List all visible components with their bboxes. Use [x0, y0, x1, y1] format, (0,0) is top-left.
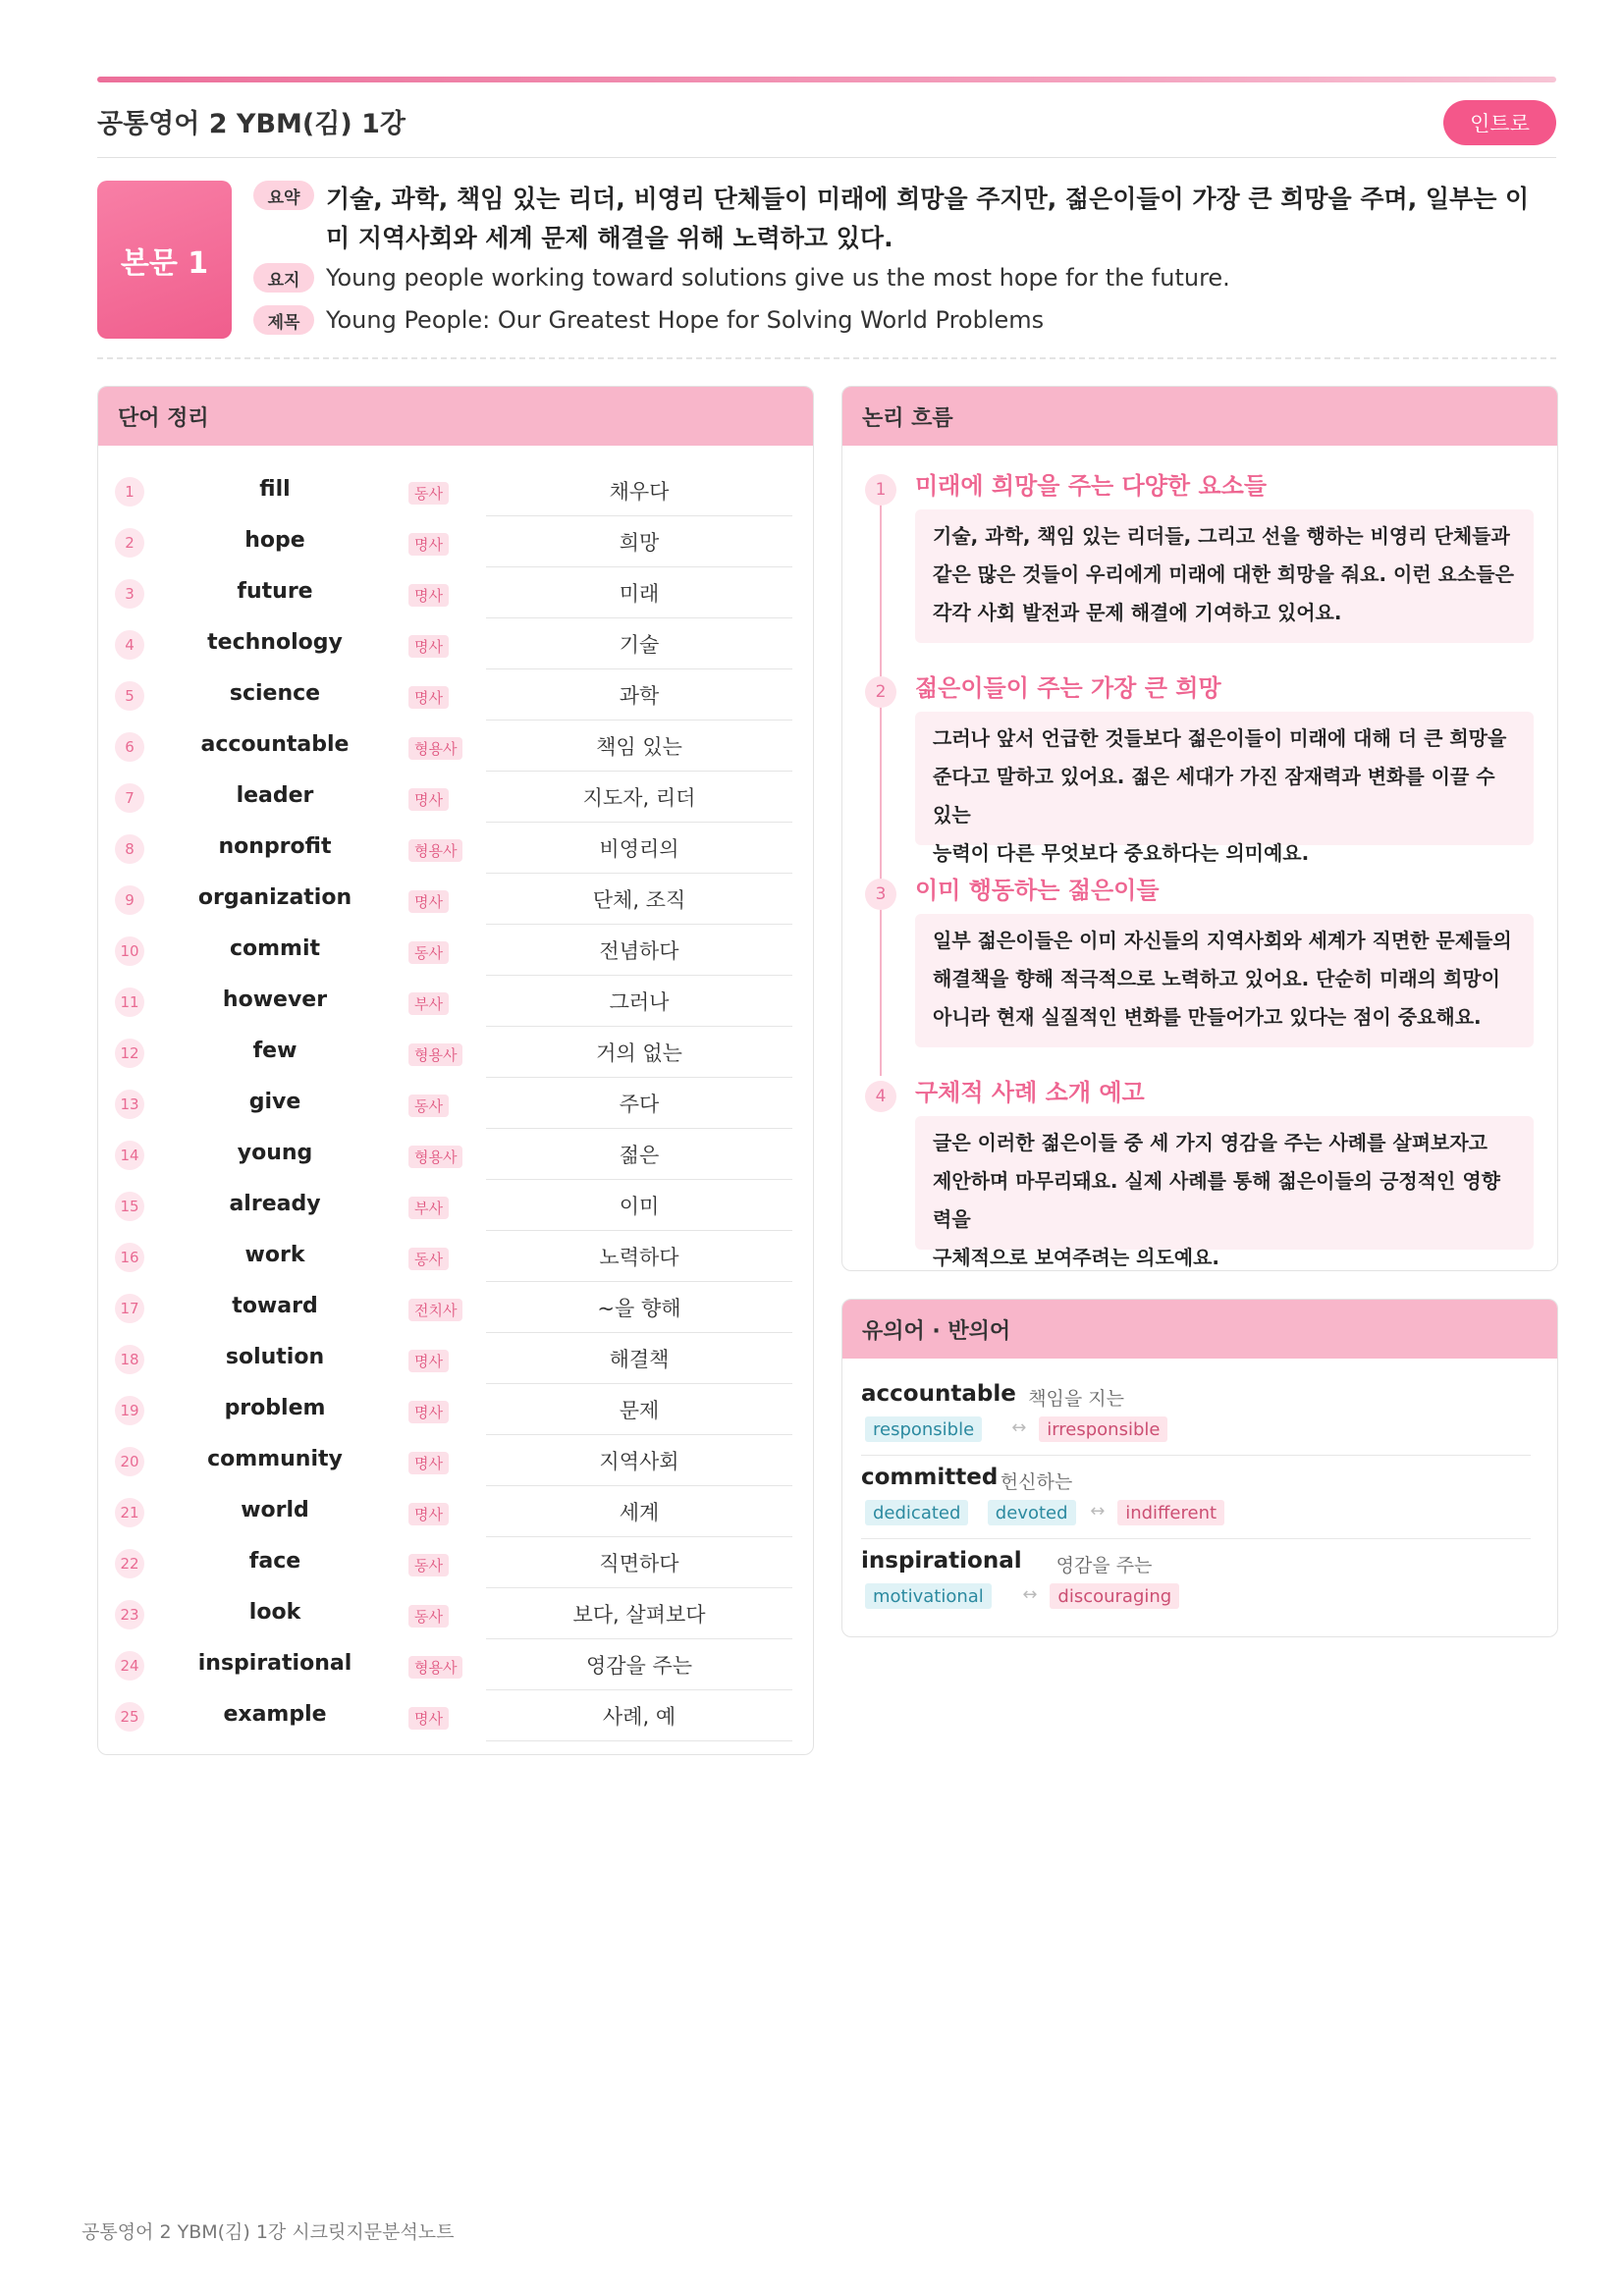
vocab-row [98, 1129, 811, 1180]
part-of-speech-badge: 명사 [408, 1503, 449, 1525]
flow-step-description [915, 712, 1534, 865]
section-divider [97, 357, 1556, 359]
vocab-row [98, 874, 811, 925]
vocab-meaning: 채우다 [486, 465, 792, 516]
part-of-speech-badge: 동사 [408, 1248, 449, 1270]
vocab-word: nonprofit [218, 834, 332, 859]
vocab-meaning: 영감을 주는 [486, 1639, 792, 1690]
vocab-row [98, 1180, 811, 1231]
part-of-speech-badge: 명사 [408, 1350, 449, 1372]
flow-step-line: 구체적으로 보여주려는 의도예요. [933, 1246, 1220, 1269]
summary-tag: 요약 [253, 181, 314, 210]
vocab-word: however [222, 988, 328, 1012]
synonym-headword-meaning: 책임을 지는 [1028, 1388, 1124, 1410]
vocab-number: 24 [115, 1651, 144, 1681]
synonym-headword: accountable [861, 1381, 1016, 1407]
part-of-speech-badge: 동사 [408, 1554, 449, 1576]
part-of-speech-badge: 명사 [408, 584, 449, 607]
vocab-meaning: 직면하다 [486, 1537, 792, 1588]
part-of-speech-badge: 부사 [408, 1197, 449, 1219]
vocab-meaning: 기술 [486, 618, 792, 669]
antonym-arrow-icon: ↔ [1011, 1417, 1027, 1438]
vocab-number: 4 [115, 630, 144, 660]
part-of-speech-badge: 명사 [408, 1401, 449, 1423]
synonym-headword-meaning: 헌신하는 [1000, 1471, 1073, 1493]
vocab-number: 12 [115, 1039, 144, 1068]
vocab-row [98, 823, 811, 874]
vocab-meaning: 세계 [486, 1486, 792, 1537]
vocab-row [98, 925, 811, 976]
flow-step-number: 1 [865, 474, 896, 506]
flow-step-line: 능력이 다른 무엇보다 중요하다는 의미예요. [933, 841, 1310, 865]
vocab-row [98, 1078, 811, 1129]
flow-step-line: 같은 많은 것들이 우리에게 미래에 대한 희망을 줘요. 이런 요소들은 [933, 562, 1514, 586]
part-of-speech-badge: 형용사 [408, 839, 462, 862]
vocab-row [98, 1486, 811, 1537]
part-of-speech-badge: 형용사 [408, 1656, 462, 1679]
part-of-speech-badge: 명사 [408, 890, 449, 913]
document-title: 공통영어 2 YBM(김) 1강 [97, 109, 406, 139]
vocab-row [98, 1282, 811, 1333]
vocab-meaning: 주다 [486, 1078, 792, 1129]
vocab-row [98, 1588, 811, 1639]
part-of-speech-badge: 명사 [408, 788, 449, 811]
flow-step-line: 기술, 과학, 책임 있는 리더들, 그리고 선을 행하는 비영리 단체들과 [933, 524, 1510, 548]
vocab-row [98, 1537, 811, 1588]
synonym-chip: motivational [865, 1583, 992, 1609]
vocab-word: world [241, 1498, 309, 1522]
vocab-word: solution [225, 1345, 325, 1369]
part-of-speech-badge: 부사 [408, 992, 449, 1015]
vocab-number: 11 [115, 988, 144, 1017]
antonym-chip: indifferent [1117, 1500, 1224, 1525]
synonym-headword: committed [861, 1465, 999, 1490]
vocab-number: 7 [115, 783, 144, 813]
flow-step-number: 4 [865, 1081, 896, 1112]
synonym-headword-meaning: 영감을 주는 [1055, 1555, 1153, 1576]
vocab-number: 20 [115, 1447, 144, 1476]
footer-text: 공통영어 2 YBM(김) 1강 시크릿지문분석노트 [81, 2221, 455, 2243]
summary-text: 기술, 과학, 책임 있는 리더, 비영리 단체들이 미래에 희망을 주지만, 젊은이들이 가장 큰 희망을 주며, 일부는 이미 지역사회와 세계 문제 해결을 위해 노력하고 있다. [326, 185, 1530, 252]
vocab-word: toward [232, 1294, 318, 1318]
vocab-meaning: 해결책 [486, 1333, 792, 1384]
synonym-heading: 유의어 · 반의어 [842, 1300, 1557, 1359]
flow-step-line: 제안하며 마무리돼요. 실제 사례를 통해 젊은이들의 긍정적인 영향력을 [933, 1169, 1500, 1231]
vocab-row [98, 1333, 811, 1384]
vocab-word: look [248, 1600, 301, 1625]
antonym-arrow-icon: ↔ [1022, 1584, 1038, 1605]
vocab-row [98, 1384, 811, 1435]
vocab-row [98, 465, 811, 516]
part-of-speech-badge: 명사 [408, 1452, 449, 1474]
part-of-speech-badge: 전치사 [408, 1299, 462, 1321]
vocab-word: science [229, 681, 321, 706]
vocab-word: problem [224, 1396, 326, 1420]
flow-step-line: 글은 이러한 젊은이들 중 세 가지 영감을 주는 사례를 살펴보자고 [933, 1131, 1488, 1154]
vocab-number: 6 [115, 732, 144, 762]
vocab-meaning: 전념하다 [486, 925, 792, 976]
part-of-speech-badge: 형용사 [408, 1146, 462, 1168]
vocab-row [98, 618, 811, 669]
vocab-meaning: 책임 있는 [486, 721, 792, 772]
vocab-number: 18 [115, 1345, 144, 1374]
gist-tag: 요지 [253, 263, 314, 293]
part-of-speech-badge: 명사 [408, 533, 449, 556]
vocab-word: young [237, 1141, 313, 1165]
part-of-speech-badge: 형용사 [408, 737, 462, 760]
synonym-headword: inspirational [861, 1548, 1022, 1574]
vocab-word: inspirational [197, 1651, 352, 1676]
vocab-row [98, 772, 811, 823]
vocab-word: commit [229, 936, 321, 961]
flow-timeline-line [880, 483, 882, 1076]
vocab-meaning: 노력하다 [486, 1231, 792, 1282]
vocab-row [98, 1231, 811, 1282]
antonym-chip: discouraging [1050, 1583, 1179, 1609]
vocab-word: technology [207, 630, 343, 655]
header-accent-bar [97, 77, 1556, 82]
vocab-meaning: 젊은 [486, 1129, 792, 1180]
vocab-meaning: 사례, 예 [486, 1690, 792, 1741]
vocab-number: 13 [115, 1090, 144, 1119]
vocab-row [98, 516, 811, 567]
vocab-row [98, 1639, 811, 1690]
vocab-meaning: 문제 [486, 1384, 792, 1435]
vocab-word: give [248, 1090, 301, 1114]
vocab-meaning: 비영리의 [486, 823, 792, 874]
flow-step-description [915, 509, 1534, 643]
title-tag: 제목 [253, 305, 314, 335]
vocab-row [98, 669, 811, 721]
vocab-number: 17 [115, 1294, 144, 1323]
flow-step-number: 2 [865, 676, 896, 708]
gist-text: Young people working toward solutions give us the most hope for the future. [326, 264, 1230, 292]
vocab-number: 22 [115, 1549, 144, 1578]
vocab-heading: 단어 정리 [98, 387, 813, 446]
vocab-number: 9 [115, 885, 144, 915]
title-divider [97, 157, 1556, 158]
vocab-word: already [229, 1192, 321, 1216]
synonym-chip: dedicated [865, 1500, 968, 1525]
vocab-meaning: 단체, 조직 [486, 874, 792, 925]
vocab-row [98, 1690, 811, 1741]
vocab-meaning: 지역사회 [486, 1435, 792, 1486]
synonym-divider [861, 1538, 1531, 1539]
flow-step-line: 각각 사회 발전과 문제 해결에 기여하고 있어요. [933, 601, 1342, 624]
vocab-meaning: 보다, 살펴보다 [486, 1588, 792, 1639]
vocab-word: fill [259, 477, 291, 502]
vocab-word: organization [197, 885, 352, 910]
vocab-meaning: 이미 [486, 1180, 792, 1231]
passage-title-text: Young People: Our Greatest Hope for Solving World Problems [326, 306, 1045, 334]
vocab-meaning: 희망 [486, 516, 792, 567]
vocab-number: 10 [115, 936, 144, 966]
vocab-meaning: ~을 향해 [486, 1282, 792, 1333]
vocab-number: 1 [115, 477, 144, 507]
vocab-word: future [237, 579, 313, 604]
vocab-row [98, 976, 811, 1027]
flow-step-line: 아니라 현재 실질적인 변화를 만들어가고 있다는 점이 중요해요. [933, 1005, 1482, 1029]
vocab-word: accountable [200, 732, 350, 757]
vocab-word: hope [244, 528, 305, 553]
vocab-meaning: 지도자, 리더 [486, 772, 792, 823]
part-of-speech-badge: 형용사 [408, 1043, 462, 1066]
flow-step-title: 이미 행동하는 젊은이들 [915, 877, 1160, 904]
part-of-speech-badge: 명사 [408, 1707, 449, 1730]
part-of-speech-badge: 동사 [408, 1095, 449, 1117]
flow-step-title: 젊은이들이 주는 가장 큰 희망 [915, 674, 1221, 702]
flow-step-line: 일부 젊은이들은 이미 자신들의 지역사회와 세계가 직면한 문제들의 [933, 929, 1512, 952]
flow-step-title: 미래에 희망을 주는 다양한 요소들 [915, 472, 1267, 500]
antonym-arrow-icon: ↔ [1090, 1501, 1106, 1522]
part-of-speech-badge: 동사 [408, 941, 449, 964]
vocab-number: 15 [115, 1192, 144, 1221]
part-of-speech-badge: 명사 [408, 635, 449, 658]
vocab-word: example [223, 1702, 327, 1727]
antonym-chip: irresponsible [1039, 1416, 1167, 1442]
vocab-number: 23 [115, 1600, 144, 1629]
flow-step-title: 구체적 사례 소개 예고 [915, 1079, 1145, 1106]
vocab-meaning: 미래 [486, 567, 792, 618]
synonym-chip: responsible [865, 1416, 982, 1442]
vocab-number: 5 [115, 681, 144, 711]
vocab-word: community [207, 1447, 343, 1471]
vocab-number: 16 [115, 1243, 144, 1272]
part-of-speech-badge: 동사 [408, 1605, 449, 1628]
vocab-meaning: 과학 [486, 669, 792, 721]
flow-step-line: 그러나 앞서 언급한 것들보다 젊은이들이 미래에 대해 더 큰 희망을 [933, 726, 1507, 750]
vocab-row [98, 1027, 811, 1078]
vocab-word: work [244, 1243, 305, 1267]
flow-step-description [915, 914, 1534, 1047]
part-of-speech-badge: 명사 [408, 686, 449, 709]
passage-badge: 본문 1 [97, 181, 232, 339]
intro-button[interactable]: 인트로 [1443, 100, 1556, 145]
flow-step-description [915, 1116, 1534, 1269]
vocab-word: face [248, 1549, 301, 1574]
synonym-divider [861, 1455, 1531, 1456]
vocab-number: 21 [115, 1498, 144, 1527]
vocab-meaning: 거의 없는 [486, 1027, 792, 1078]
part-of-speech-badge: 동사 [408, 482, 449, 505]
vocab-word: leader [236, 783, 314, 808]
vocab-number: 2 [115, 528, 144, 558]
vocab-word: few [252, 1039, 298, 1063]
flow-step-number: 3 [865, 879, 896, 910]
flow-heading: 논리 흐름 [842, 387, 1557, 446]
vocab-meaning: 그러나 [486, 976, 792, 1027]
synonym-chip: devoted [988, 1500, 1076, 1525]
flow-step-line: 준다고 말하고 있어요. 젊은 세대가 가진 잠재력과 변화를 이끌 수 있는 [933, 765, 1495, 827]
flow-step-line: 해결책을 향해 적극적으로 노력하고 있어요. 단순히 미래의 희망이 [933, 967, 1500, 990]
vocab-row [98, 721, 811, 772]
vocab-row [98, 1435, 811, 1486]
vocab-number: 3 [115, 579, 144, 609]
vocab-number: 19 [115, 1396, 144, 1425]
vocab-number: 25 [115, 1702, 144, 1732]
vocab-number: 14 [115, 1141, 144, 1170]
vocab-row [98, 567, 811, 618]
vocab-panel [97, 386, 814, 1755]
vocab-number: 8 [115, 834, 144, 864]
